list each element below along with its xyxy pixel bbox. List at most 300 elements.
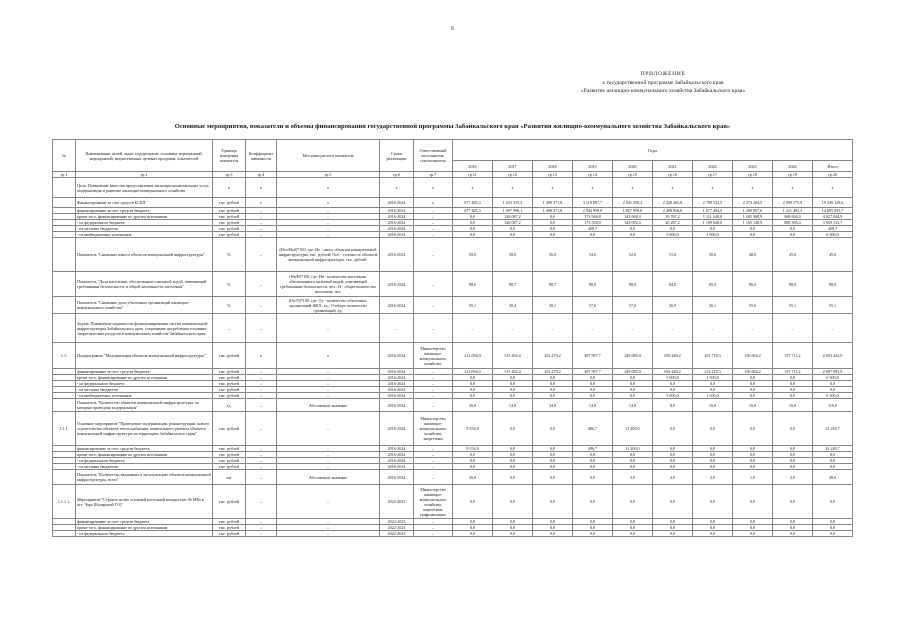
period-cell: 2016-2024	[380, 412, 414, 446]
table-row	[53, 238, 853, 272]
column-number: гр.6	[380, 172, 414, 178]
year-value-cell: 137 711,2	[773, 343, 813, 369]
year-value-cell: 0,0	[573, 232, 613, 238]
row-name-cell: Показатель "Доля населения, обеспеченного питьевой водой, отвечающей требованиям безопасности, в общей численности населения"	[76, 272, 213, 297]
column-number: гр.18	[733, 172, 773, 178]
period-cell: 2016-2024	[380, 470, 414, 485]
year-value-cell: 48,0	[733, 238, 773, 272]
method-cell: –	[277, 369, 380, 375]
year-value-cell: 0,0	[733, 525, 773, 531]
year-value-cell: 137 711,2	[773, 369, 813, 375]
year-value-cell: 88,8	[573, 272, 613, 297]
year-value-cell: 0,0	[453, 485, 493, 519]
year-value-cell: 0,0	[653, 412, 693, 446]
coefficient-cell: –	[246, 446, 277, 452]
year-value-cell: 0,0	[653, 464, 693, 470]
year-value-cell: 0,0	[693, 452, 733, 458]
unit-cell: тыс. рублей	[213, 226, 246, 232]
year-value-cell: –	[773, 314, 813, 343]
year-value-cell: 0,0	[573, 393, 613, 399]
column-number: гр.7	[414, 172, 453, 178]
year-value-cell: х	[533, 178, 573, 198]
year-value-cell: 326 087,2	[493, 220, 533, 226]
year-value-cell: 84,0	[653, 272, 693, 297]
executor-cell: –	[414, 297, 453, 314]
year-value-cell: х	[653, 178, 693, 198]
year-value-cell: 2 693 443,9	[813, 343, 853, 369]
year-value-cell: 0,0	[773, 485, 813, 519]
year-value-cell: 1 109 648,0	[693, 220, 733, 226]
year-value-cell: 14,0	[573, 399, 613, 412]
year-value-cell: 1 097 998,1	[493, 208, 533, 214]
executor-cell: –	[414, 452, 453, 458]
period-cell: 2022-2023	[380, 519, 414, 525]
coefficient-cell: –	[246, 519, 277, 525]
year-value-cell: 0,0	[813, 525, 853, 531]
header-unit: Единица измерения показателя	[213, 140, 246, 172]
year-value-cell: –	[613, 314, 653, 343]
header-name: Наименование целей, задач, подпрограмм, основных мероприятий, мероприятий, ведомственных целевых программ, показателей	[76, 140, 213, 172]
year-value-cell: 343 092,4	[613, 220, 653, 226]
year-value-cell: 0,0	[733, 519, 773, 525]
table-row	[53, 297, 853, 314]
period-cell: 2016-2024	[380, 369, 414, 375]
year-value-cell: 0,0	[653, 531, 693, 537]
header-year: 2020	[613, 161, 653, 172]
year-value-cell: 55,6	[733, 297, 773, 314]
year-value-cell: 0,0	[573, 525, 613, 531]
year-value-cell: 0,0	[653, 525, 693, 531]
year-value-cell: 14,0	[493, 399, 533, 412]
executor-cell: –	[414, 519, 453, 525]
table-header	[53, 140, 853, 178]
year-value-cell: 20,0	[453, 470, 493, 485]
year-value-cell: 0,0	[733, 226, 773, 232]
year-value-cell: 0,0	[453, 393, 493, 399]
table-row	[53, 272, 853, 297]
coefficient-cell: –	[246, 399, 277, 412]
unit-cell: %	[213, 272, 246, 297]
year-value-cell: 56,0	[533, 238, 573, 272]
year-value-cell: –	[533, 314, 573, 343]
executor-cell: –	[414, 208, 453, 214]
year-value-cell: 513 402,4	[493, 369, 533, 375]
year-value-cell: 0,0	[733, 393, 773, 399]
year-value-cell: 0,0	[653, 485, 693, 519]
coefficient-cell: –	[246, 525, 277, 531]
period-cell: х	[380, 178, 414, 198]
period-cell: 2016-2024	[380, 393, 414, 399]
year-value-cell: х	[573, 178, 613, 198]
method-cell: –	[277, 375, 380, 381]
year-value-cell: 0,0	[733, 485, 773, 519]
year-value-cell: 0,0	[613, 531, 653, 537]
executor-cell: –	[414, 214, 453, 220]
coefficient-cell: –	[246, 381, 277, 387]
year-value-cell: х	[453, 178, 493, 198]
year-value-cell: 0,0	[693, 381, 733, 387]
header-num: №	[53, 140, 76, 172]
unit-cell: тыс. рублей	[213, 208, 246, 214]
year-value-cell: 0,0	[613, 452, 653, 458]
year-value-cell: 6 500,0	[813, 232, 853, 238]
period-cell: 2016-2024	[380, 198, 414, 208]
year-value-cell: 0,0	[653, 226, 693, 232]
year-value-cell: 0,0	[493, 232, 533, 238]
year-value-cell: 0,0	[493, 381, 533, 387]
year-value-cell: 0,0	[453, 525, 493, 531]
header-period: Сроки реализации	[380, 140, 414, 172]
year-value-cell: 0,0	[533, 387, 573, 393]
year-value-cell: 0,0	[813, 485, 853, 519]
year-value-cell: 2 788 532,5	[693, 198, 733, 208]
year-value-cell: 0,0	[653, 452, 693, 458]
year-value-cell: 0,0	[813, 464, 853, 470]
year-value-cell: 57,6	[573, 297, 613, 314]
coefficient-cell: –	[246, 412, 277, 446]
method-cell: (Исо/Иоб)*100, где: Ио - износ объектов коммунальной инфраструктуры, тыс. рублей; Ооб - стоимость объектов коммунальной инфраструктуры, тыс. рублей.	[277, 238, 380, 272]
row-name-cell: - из федерального бюджета	[76, 220, 213, 226]
year-value-cell: 0,0	[693, 458, 733, 464]
year-value-cell: 0,0	[693, 525, 733, 531]
year-value-cell: 9 554,0	[453, 412, 493, 446]
year-value-cell: 58,1	[533, 297, 573, 314]
year-value-cell: 1 165 368,9	[733, 214, 773, 220]
year-value-cell: 3 859 133,7	[813, 220, 853, 226]
year-value-cell: 0,0	[733, 446, 773, 452]
year-value-cell: 5 000,0	[653, 232, 693, 238]
row-name-cell: - из федерального бюджета	[76, 531, 213, 537]
period-cell: 2022-2023	[380, 531, 414, 537]
year-value-cell: 21 240,7	[813, 412, 853, 446]
year-value-cell: 156 694,2	[733, 369, 773, 375]
year-value-cell: 56,1	[693, 297, 733, 314]
year-value-cell: 2 041 258,4	[613, 198, 653, 208]
year-value-cell: 0,0	[693, 519, 733, 525]
year-value-cell: 408,7	[813, 226, 853, 232]
row-number-cell	[53, 272, 76, 297]
row-name-cell: - из внебюджетных источников	[76, 232, 213, 238]
year-value-cell: 0,0	[613, 381, 653, 387]
appendix-line-1: к государственной программе Забайкальского края	[602, 79, 724, 86]
row-name-cell: кроме того, финансирование по другим источникам	[76, 452, 213, 458]
year-value-cell: 0,0	[573, 519, 613, 525]
year-value-cell: 0,0	[573, 464, 613, 470]
unit-cell: тыс. рублей	[213, 393, 246, 399]
method-cell: Абсолютное значение	[277, 470, 380, 485]
row-number-cell	[53, 314, 76, 343]
period-cell: 2016-2024	[380, 208, 414, 214]
row-name-cell: - из местных бюджетов	[76, 226, 213, 232]
year-value-cell: 677 485,3	[453, 198, 493, 208]
year-value-cell: 0,0	[493, 446, 533, 452]
year-value-cell: 0,0	[453, 531, 493, 537]
coefficient-cell: –	[246, 272, 277, 297]
row-name-cell: финансирование за счет средств бюджета	[76, 208, 213, 214]
year-value-cell: 45,0	[773, 238, 813, 272]
year-value-cell: 45,0	[813, 238, 853, 272]
row-number-cell	[53, 238, 76, 272]
year-value-cell: 56,9	[653, 297, 693, 314]
year-value-cell: 486,7	[573, 412, 613, 446]
year-value-cell: 249 085,0	[613, 369, 653, 375]
row-name-cell: кроме того, финансирование по другим источникам	[76, 375, 213, 381]
year-value-cell: 51,0	[653, 238, 693, 272]
coefficient-cell: –	[246, 226, 277, 232]
year-value-cell: 0,0	[493, 452, 533, 458]
method-cell: х	[277, 343, 380, 369]
method-cell: х	[277, 198, 380, 208]
row-name-cell: Цель: Повышение качества предоставления жилищно-коммунальных услуг, модернизация и развитие жилищно-коммунального хозяйства.	[76, 178, 213, 198]
unit-cell: тыс. рублей	[213, 387, 246, 393]
header-year: 2019	[573, 161, 613, 172]
year-value-cell: 486,7	[573, 446, 613, 452]
year-value-cell: 85,0	[693, 272, 733, 297]
column-number: гр.16	[653, 172, 693, 178]
method-cell: (Оу/О)*100, где: Оу - количество убыточных организаций ЖКХ, ед.; О-общее количество организаций, ед.	[277, 297, 380, 314]
year-value-cell: 5 000,0	[653, 375, 693, 381]
year-value-cell: 2,0	[773, 470, 813, 485]
year-value-cell: 88,0	[813, 272, 853, 297]
year-value-cell: 0,0	[493, 375, 533, 381]
unit-cell: тыс. рублей	[213, 198, 246, 208]
period-cell: 2016-2024	[380, 214, 414, 220]
year-value-cell: –	[573, 314, 613, 343]
executor-cell: –	[414, 446, 453, 452]
coefficient-cell: –	[246, 375, 277, 381]
year-value-cell: 0,0	[653, 458, 693, 464]
period-cell: 2016-2024	[380, 458, 414, 464]
row-name-cell: - из федерального бюджета	[76, 381, 213, 387]
year-value-cell: 0,0	[773, 464, 813, 470]
year-value-cell: 0,0	[693, 485, 733, 519]
year-value-cell: 487 997,7	[573, 343, 613, 369]
period-cell: 2016-2024	[380, 446, 414, 452]
coefficient-cell: –	[246, 452, 277, 458]
year-value-cell: 0,0	[653, 519, 693, 525]
year-value-cell: 326 087,2	[493, 214, 533, 220]
executor-cell: Министерство жилищно-коммунального хозяйства,	[414, 343, 453, 369]
year-value-cell: 0,0	[533, 375, 573, 381]
year-value-cell: 0,0	[493, 525, 533, 531]
year-value-cell: 88,0	[773, 272, 813, 297]
year-value-cell: 0,0	[533, 381, 573, 387]
row-number-cell	[53, 531, 76, 537]
executor-cell: х	[414, 178, 453, 198]
year-value-cell: 55,1	[773, 297, 813, 314]
year-value-cell: –	[693, 314, 733, 343]
coefficient-cell: –	[246, 369, 277, 375]
unit-cell: тыс. рублей	[213, 446, 246, 452]
year-value-cell: 0,0	[533, 485, 573, 519]
period-cell: 2016-2024	[380, 232, 414, 238]
header-year: 2021	[653, 161, 693, 172]
year-value-cell: 9 554,0	[453, 446, 493, 452]
coefficient-cell: –	[246, 208, 277, 214]
year-value-cell: 677 485,3	[453, 208, 493, 214]
year-value-cell: 0,0	[493, 464, 533, 470]
executor-cell: –	[414, 238, 453, 272]
document-title: Основные мероприятия, показатели и объемы финансирования государственной программы Забайкальского края «Развития жилищно-коммунального хозяйства Забайкальского края»	[174, 123, 731, 130]
unit-cell: шт	[213, 470, 246, 485]
year-value-cell: 0,0	[493, 470, 533, 485]
year-value-cell: 0,0	[533, 525, 573, 531]
year-value-cell: 0,0	[613, 525, 653, 531]
header-method: Методика расчета показателя	[277, 140, 380, 172]
method-cell: –	[277, 314, 380, 343]
coefficient-cell: –	[246, 238, 277, 272]
executor-cell: –	[414, 399, 453, 412]
method-cell: –	[277, 226, 380, 232]
year-value-cell: 1 500,0	[693, 375, 733, 381]
method-cell: –	[277, 387, 380, 393]
year-value-cell: 14,0	[613, 399, 653, 412]
year-value-cell: 0,0	[453, 220, 493, 226]
year-value-cell: 252 479,2	[533, 343, 573, 369]
year-value-cell: 0,0	[533, 531, 573, 537]
year-value-cell: 0,0	[693, 387, 733, 393]
year-value-cell: 0,0	[813, 531, 853, 537]
year-value-cell: 0,0	[693, 446, 733, 452]
year-value-cell: 4 027 044,9	[813, 214, 853, 220]
year-value-cell: 0,0	[573, 375, 613, 381]
year-value-cell: 86,0	[733, 272, 773, 297]
method-cell: –	[277, 220, 380, 226]
method-cell: (Нв/Н)*100, где: Нв - количество населения, обеспеченного питьевой водой, отвечающей требованиям безопасности, чел.; Н - общее количество населения, чел.	[277, 272, 380, 297]
row-number-cell	[53, 198, 76, 208]
unit-cell: %	[213, 238, 246, 272]
row-number-cell	[53, 470, 76, 485]
year-value-cell: 59,0	[453, 238, 493, 272]
year-value-cell: 0,0	[733, 531, 773, 537]
executor-cell: –	[414, 393, 453, 399]
year-value-cell: 249 085,0	[613, 343, 653, 369]
program-table	[52, 139, 853, 537]
year-value-cell: 10,0	[773, 399, 813, 412]
unit-cell: ед.	[213, 399, 246, 412]
year-value-cell: –	[493, 314, 533, 343]
year-value-cell: 0,0	[453, 458, 493, 464]
year-value-cell: 88,0	[613, 272, 653, 297]
year-value-cell: 2 428 265,8	[653, 198, 693, 208]
year-value-cell: 1 498 371,8	[533, 198, 573, 208]
year-value-cell: 1 221 492,3	[773, 208, 813, 214]
coefficient-cell: –	[246, 297, 277, 314]
year-value-cell: 5 000,0	[653, 393, 693, 399]
year-value-cell: 0,0	[573, 485, 613, 519]
year-value-cell: 6 500,0	[813, 375, 853, 381]
year-value-cell: 20 287,2	[653, 220, 693, 226]
year-value-cell: 54,0	[573, 238, 613, 272]
year-value-cell: 0,0	[773, 531, 813, 537]
appendix-block	[513, 70, 813, 96]
period-cell: 2016-2024	[380, 381, 414, 387]
year-value-cell: 19 330 129,6	[813, 198, 853, 208]
table-row	[53, 470, 853, 485]
method-cell: –	[277, 525, 380, 531]
year-value-cell: 156 694,2	[733, 343, 773, 369]
year-value-cell: 0,0	[773, 393, 813, 399]
year-value-cell: 0,0	[773, 387, 813, 393]
table-row	[53, 343, 853, 369]
year-value-cell: 19 767,2	[653, 214, 693, 220]
year-value-cell: 0,0	[533, 214, 573, 220]
row-name-cell: Показатель "Количество введенных в эксплуатацию объектов коммунальной инфраструктуры, всего"	[76, 470, 213, 485]
year-value-cell: 0,0	[733, 375, 773, 381]
year-value-cell: 0,0	[533, 458, 573, 464]
year-value-cell: х	[493, 178, 533, 198]
year-value-cell: 0,0	[453, 387, 493, 393]
method-cell: –	[277, 452, 380, 458]
period-cell: 2016-2024	[380, 452, 414, 458]
year-value-cell: 652 449,2	[653, 369, 693, 375]
year-value-cell: 0,0	[773, 452, 813, 458]
year-value-cell: 28,0	[813, 470, 853, 485]
executor-cell: –	[414, 387, 453, 393]
executor-cell: –	[414, 531, 453, 537]
year-value-cell: 211 094,0	[453, 369, 493, 375]
period-cell: –	[380, 314, 414, 343]
header-year: Итого	[813, 161, 853, 172]
year-value-cell: 0,0	[773, 458, 813, 464]
year-value-cell: 1 500,0	[693, 393, 733, 399]
row-name-cell: Основное мероприятие "Проведение модернизации, реконструкции, нового строительства объектов теплоснабжения, капитального ремонта объектов коммунальной инфраструктуры на территории Забайкальского края"	[76, 412, 213, 446]
row-name-cell: Мероприятие "Строительство угольной котельной мощностью 36 МВт в пгт. Чара (Каларский ГО)"	[76, 485, 213, 519]
unit-cell: х	[213, 178, 246, 198]
year-value-cell: 57,0	[613, 297, 653, 314]
column-number: гр.14	[573, 172, 613, 178]
year-value-cell: 10,0	[693, 399, 733, 412]
column-number: гр.15	[613, 172, 653, 178]
unit-cell: тыс. рублей	[213, 381, 246, 387]
year-value-cell: 88,7	[533, 272, 573, 297]
coefficient-cell: х	[246, 343, 277, 369]
period-cell: 2016-2024	[380, 226, 414, 232]
year-value-cell: 656 449,2	[653, 343, 693, 369]
year-value-cell: 0,0	[573, 531, 613, 537]
year-value-cell: 6 500,0	[813, 393, 853, 399]
year-value-cell: 58,4	[493, 297, 533, 314]
executor-cell: Министерство жилищно-коммунального хозяйства, энергетики	[414, 412, 453, 446]
row-number-cell: 1.1.	[53, 343, 76, 369]
coefficient-cell: –	[246, 387, 277, 393]
period-cell: 2022-2023	[380, 525, 414, 531]
executor-cell: –	[414, 458, 453, 464]
appendix-line-2: «Развитие жилищно-коммунального хозяйства Забайкальского края»	[580, 88, 746, 95]
coefficient-cell: –	[246, 232, 277, 238]
year-value-cell: –	[813, 314, 853, 343]
year-value-cell: –	[733, 314, 773, 343]
year-value-cell: х	[773, 178, 813, 198]
header-year: 2024	[773, 161, 813, 172]
header-year: 2018	[533, 161, 573, 172]
header-year: 2016	[453, 161, 493, 172]
year-value-cell: 0,0	[733, 381, 773, 387]
column-number: гр.13	[533, 172, 573, 178]
unit-cell: тыс. рублей	[213, 452, 246, 458]
column-number: гр.12	[493, 172, 533, 178]
unit-cell: тыс. рублей	[213, 519, 246, 525]
row-number-cell	[53, 297, 76, 314]
year-value-cell: 0,0	[453, 519, 493, 525]
coefficient-cell: –	[246, 314, 277, 343]
year-value-cell: 1 111 148,0	[693, 214, 733, 220]
unit-cell: тыс. рублей	[213, 232, 246, 238]
year-value-cell: 0,0	[613, 226, 653, 232]
executor-cell: Министерство жилищно-коммунального хозяйства, энергетики, цифровизации	[414, 485, 453, 519]
year-value-cell: 0,0	[733, 458, 773, 464]
year-value-cell: 0,0	[533, 452, 573, 458]
